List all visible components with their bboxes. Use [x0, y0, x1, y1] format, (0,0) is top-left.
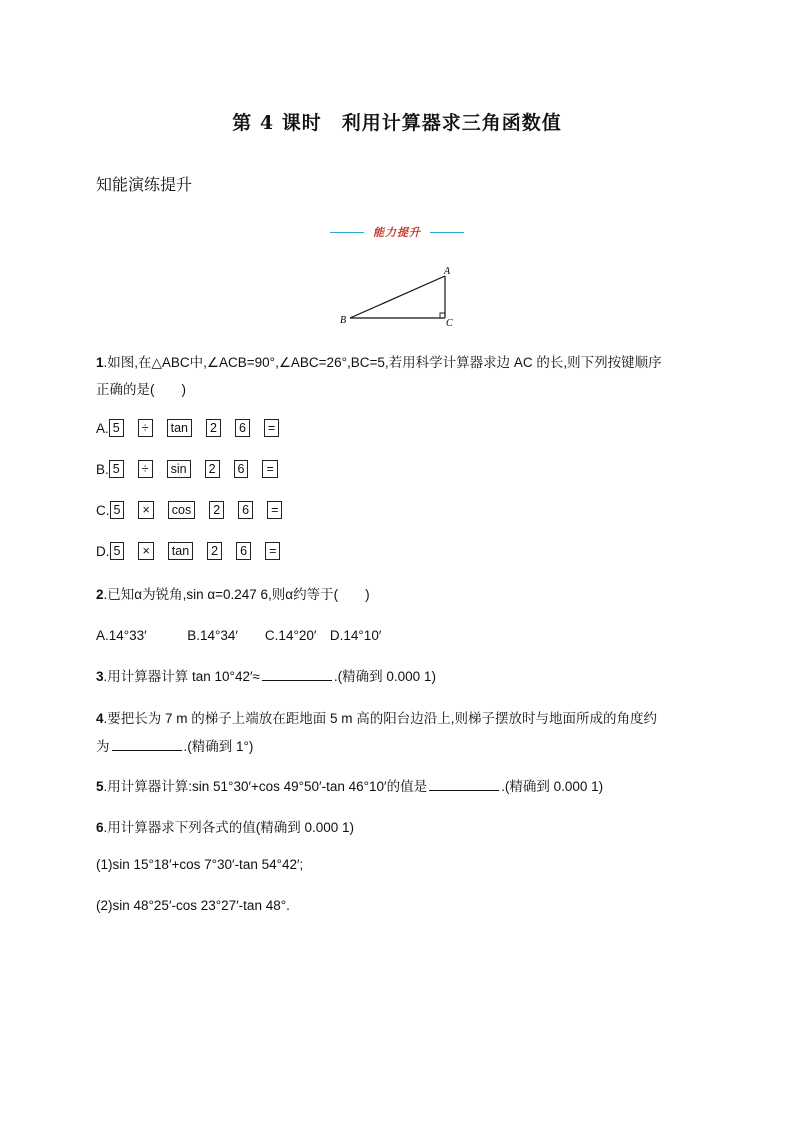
option-label: A. [96, 420, 109, 436]
question-6-part-2: (2)sin 48°25′-cos 23°27′-tan 48°. [96, 898, 290, 913]
question-1-line2: 正确的是( ) [96, 382, 186, 397]
answer-blank[interactable] [429, 778, 499, 791]
calculator-key: 6 [236, 542, 251, 560]
option-d [96, 542, 294, 560]
section-heading: 知能演练提升 [96, 175, 193, 194]
question-1 [96, 351, 662, 371]
question-text: .用计算器计算 tan 10°42′≈ [103, 669, 260, 684]
calculator-key: 2 [206, 419, 221, 437]
section-banner [330, 224, 464, 240]
option-label: C. [96, 502, 110, 518]
vertex-label-c: C [446, 318, 453, 329]
calculator-key: = [267, 501, 282, 519]
question-text-end: .(精确到 0.000 1) [501, 779, 604, 794]
question-number: 6 [96, 820, 104, 835]
calculator-key: 6 [234, 460, 249, 478]
calculator-key: tan [167, 419, 192, 437]
calculator-key: 6 [238, 501, 253, 519]
question-number: 5 [96, 779, 104, 794]
calculator-key: ÷ [138, 460, 153, 478]
question-6-part-1: (1)sin 15°18′+cos 7°30′-tan 54°42′; [96, 857, 304, 872]
question-2-options: A.14°33′ B.14°34′ C.14°20′ D.14°10′ [96, 628, 382, 643]
answer-blank[interactable] [112, 738, 182, 751]
side-ab [350, 276, 445, 318]
calculator-key: 5 [109, 419, 124, 437]
calculator-key: 2 [209, 501, 224, 519]
question-5 [96, 775, 603, 795]
banner-left-line [330, 232, 364, 233]
question-text: .已知α为锐角,sin α=0.247 6,则α约等于( ) [103, 587, 370, 602]
question-text: .用计算器求下列各式的值(精确到 0.000 1) [103, 820, 355, 835]
question-text: .如图,在△ABC中,∠ACB=90°,∠ABC=26°,BC=5,若用科学计算器求边 AC 的长,则下列按键顺序 [103, 355, 662, 370]
triangle-figure [335, 262, 465, 332]
calculator-key: 2 [207, 542, 222, 560]
question-2 [96, 583, 370, 603]
question-4 [96, 707, 657, 727]
calculator-key: sin [167, 460, 191, 478]
calculator-key: 6 [235, 419, 250, 437]
question-6 [96, 816, 354, 836]
question-number: 2 [96, 587, 104, 602]
question-text-end: .(精确到 0.000 1) [333, 669, 436, 684]
question-number: 3 [96, 669, 104, 684]
right-angle-mark [440, 313, 445, 318]
question-text: .要把长为 7 m 的梯子上端放在距地面 5 m 高的阳台边沿上,则梯子摆放时与地面所成的角度约 [103, 711, 658, 726]
calculator-key: 2 [205, 460, 220, 478]
question-3 [96, 665, 436, 685]
calculator-key: = [262, 460, 277, 478]
answer-blank[interactable] [262, 668, 332, 681]
option-label: D. [96, 543, 110, 559]
option-a [96, 419, 293, 437]
question-number: 1 [96, 355, 104, 370]
option-c [96, 501, 296, 519]
calculator-key: 5 [110, 542, 125, 560]
option-label: B. [96, 461, 109, 477]
question-text: .用计算器计算:sin 51°30′+cos 49°50′-tan 46°10′的值是 [103, 779, 428, 794]
question-text: 为 [96, 739, 110, 754]
question-4-line2 [96, 735, 253, 755]
calculator-key: = [264, 419, 279, 437]
question-text-end: .(精确到 1°) [183, 739, 254, 754]
calculator-key: cos [168, 501, 195, 519]
calculator-key: 5 [110, 501, 125, 519]
banner-label: 能力提升 [373, 226, 421, 239]
question-number: 4 [96, 711, 104, 726]
calculator-key: tan [168, 542, 193, 560]
calculator-key: × [138, 501, 153, 519]
calculator-key: = [265, 542, 280, 560]
calculator-key: × [138, 542, 153, 560]
calculator-key: ÷ [138, 419, 153, 437]
page-title: 第 4 课时 利用计算器求三角函数值 [232, 112, 562, 134]
vertex-label-b: B [340, 315, 347, 326]
option-b [96, 460, 292, 478]
banner-right-line [430, 232, 464, 233]
vertex-label-a: A [444, 266, 451, 277]
calculator-key: 5 [109, 460, 124, 478]
